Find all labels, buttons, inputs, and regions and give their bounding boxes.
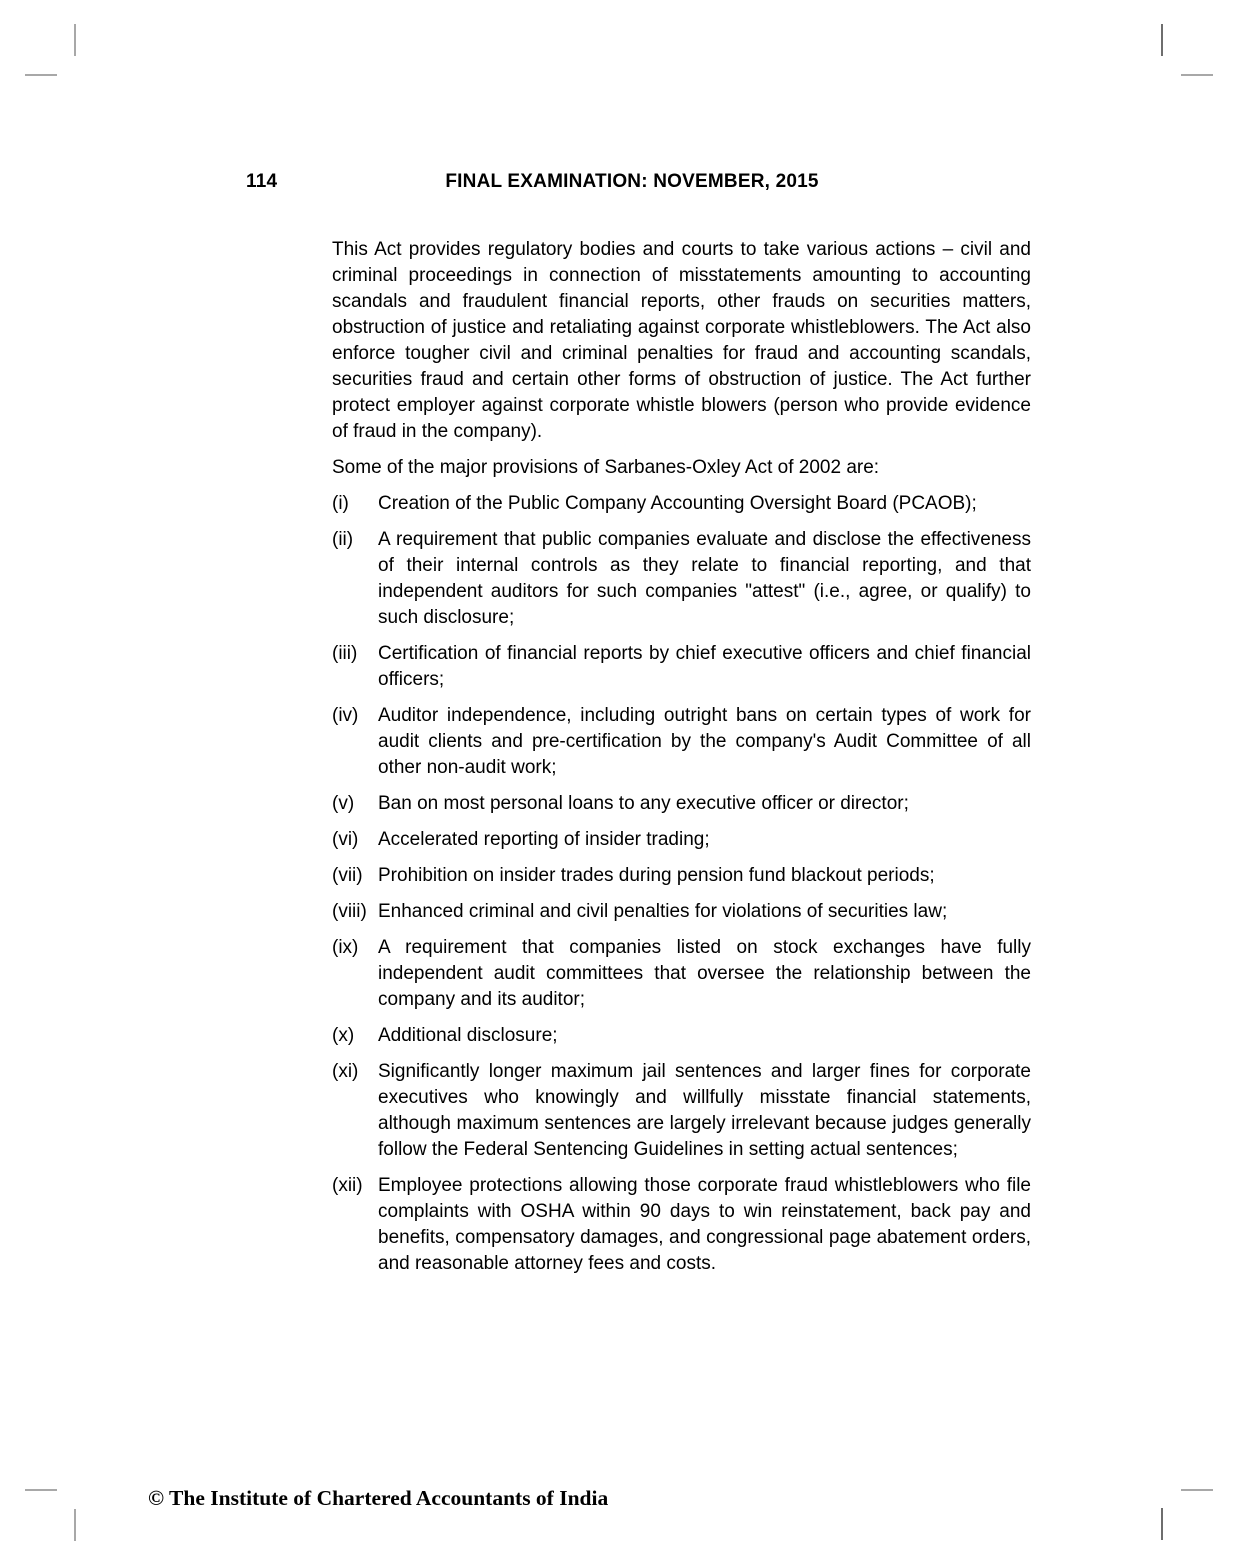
list-item [332, 1173, 1031, 1277]
list-item-text: Significantly longer maximum jail sentences and larger fines for corporate executives who knowingly and willfully misstate financial statements, although maximum sentences are largely irrelevant because judges generally follow the Federal Sentencing Guidelines in setting actual sentences; [378, 1061, 1031, 1160]
list-item [332, 863, 1031, 889]
running-header-title: FINAL EXAMINATION: NOVEMBER, 2015 [445, 171, 819, 192]
list-item [332, 935, 1031, 1013]
list-item-text: Auditor independence, including outright bans on certain types of work for audit clients and pre-certification by the company's Audit Committee of all other non-audit work; [378, 705, 1031, 778]
crop-mark-top-right-vertical [1161, 24, 1163, 56]
provisions-list [332, 491, 1031, 1277]
list-item-marker: (vi) [332, 829, 359, 850]
list-item-text: Additional disclosure; [378, 1025, 558, 1046]
list-item-text: Prohibition on insider trades during pension fund blackout periods; [378, 865, 935, 886]
list-item [332, 641, 1031, 693]
list-item-marker: (vii) [332, 865, 363, 886]
list-item-text: Ban on most personal loans to any executive officer or director; [378, 793, 909, 814]
crop-mark-top-left-horizontal [25, 74, 57, 76]
list-item [332, 527, 1031, 631]
list-item [332, 703, 1031, 781]
list-item-marker: (xi) [332, 1061, 359, 1082]
list-item-marker: (iv) [332, 705, 359, 726]
list-item-text: Enhanced criminal and civil penalties for violations of securities law; [378, 901, 948, 922]
list-item-text: A requirement that public companies evaluate and disclose the effectiveness of their internal controls as they relate to financial reporting, and that independent auditors for such companies "attest" (i.e., agree, or qualify) to such disclosure; [378, 529, 1031, 628]
copyright-notice: © The Institute of Chartered Accountants of India [148, 1486, 609, 1510]
list-item-marker: (ii) [332, 529, 354, 550]
intro-paragraph: This Act provides regulatory bodies and courts to take various actions – civil and criminal proceedings in connection of misstatements amounting to accounting scandals and fraudulent financial reports, other frauds on securities matters, obstruction of justice and retaliating against corporate whistleblowers. The Act also enforce tougher civil and criminal penalties for fraud and accounting scandals, securities fraud and certain other forms of obstruction of justice. The Act further protect employer against corporate whistle blowers (person who provide evidence of fraud in the company). [332, 239, 1031, 442]
list-item [332, 491, 1031, 517]
list-item [332, 899, 1031, 925]
list-item-marker: (x) [332, 1025, 355, 1046]
list-item-text: Certification of financial reports by chief executive officers and chief financial officers; [378, 643, 1031, 690]
list-item [332, 1059, 1031, 1163]
crop-mark-bottom-right-horizontal [1181, 1489, 1213, 1491]
list-item-marker: (iii) [332, 643, 358, 664]
list-item [332, 791, 1031, 817]
list-item-marker: (xii) [332, 1175, 363, 1196]
list-item [332, 827, 1031, 853]
crop-mark-bottom-right-vertical [1161, 1508, 1163, 1540]
page-body [332, 237, 1031, 1287]
list-item-marker: (i) [332, 493, 349, 514]
crop-mark-bottom-left-horizontal [25, 1489, 57, 1491]
crop-mark-top-right-horizontal [1181, 74, 1213, 76]
list-item-marker: (ix) [332, 937, 359, 958]
list-item-text: Creation of the Public Company Accounting Oversight Board (PCAOB); [378, 493, 977, 514]
list-item-marker: (viii) [332, 901, 367, 922]
provisions-lead-in: Some of the major provisions of Sarbanes-Oxley Act of 2002 are: [332, 457, 880, 478]
list-item-text: A requirement that companies listed on stock exchanges have fully independent audit committees that oversee the relationship between the company and its auditor; [378, 937, 1031, 1010]
list-item [332, 1023, 1031, 1049]
list-item-marker: (v) [332, 793, 355, 814]
list-item-text: Accelerated reporting of insider trading; [378, 829, 710, 850]
crop-mark-top-left-vertical [74, 24, 76, 56]
crop-mark-bottom-left-vertical [74, 1509, 76, 1541]
page-number: 114 [246, 171, 278, 192]
list-item-text: Employee protections allowing those corporate fraud whistleblowers who file complaints with OSHA within 90 days to win reinstatement, back pay and benefits, compensatory damages, and congressional page abatement orders, and reasonable attorney fees and costs. [378, 1175, 1031, 1274]
